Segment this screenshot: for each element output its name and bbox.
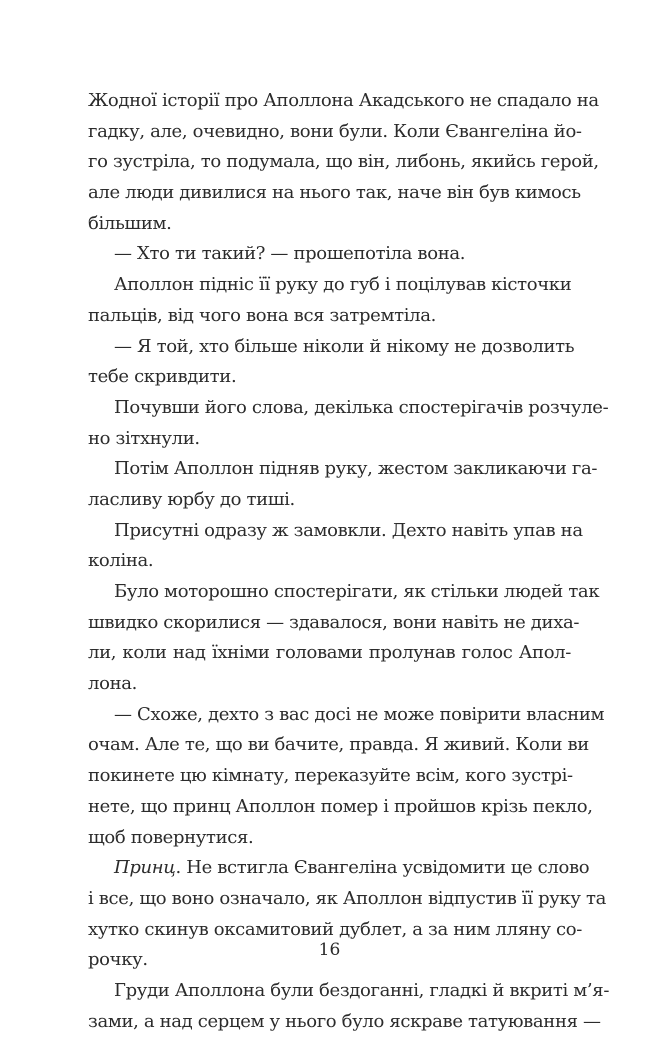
text-line — [88, 178, 581, 209]
text-line — [88, 485, 571, 516]
line-text: но зітхнули. — [88, 427, 200, 449]
page-number: 16 — [318, 940, 341, 960]
line-text: Аполлон підніс її руку до губ і поцілував кісточки — [114, 274, 572, 296]
text-line — [88, 884, 607, 915]
line-text: ли, коли над їхніми головами пролунав голос Апол- — [88, 642, 571, 664]
text-line — [88, 823, 571, 854]
text-line — [88, 362, 571, 393]
text-line — [88, 700, 605, 731]
line-text: коліна. — [88, 550, 154, 572]
line-text: зами, а над серцем у нього було яскраве татуювання — — [88, 1010, 601, 1032]
line-text: рочку. — [88, 949, 148, 971]
line-text: Потім Аполлон підняв руку, жестом закликаючи га- — [114, 458, 598, 480]
line-text: — Я той, хто більше ніколи й нікому не дозволить — [114, 335, 575, 357]
text-line — [88, 730, 589, 761]
text-line — [88, 424, 571, 455]
line-text: покинете цю кімнату, переказуйте всім, кого зустрі- — [88, 765, 573, 787]
line-text: щоб повернутися. — [88, 826, 254, 848]
line-text: лона. — [88, 673, 137, 695]
text-line — [88, 853, 590, 884]
line-text: очам. Але те, що ви бачите, правда. Я живий. Коли ви — [88, 734, 589, 756]
line-text: швидко скорилися — здавалося, вони навіть не диха- — [88, 611, 580, 633]
text-line — [88, 209, 571, 240]
line-text: але люди дивилися на нього так, наче він був кимось — [88, 182, 581, 204]
text-line — [88, 332, 575, 363]
line-text: ласливу юрбу до тиші. — [88, 488, 295, 510]
line-text: Присутні одразу ж замовкли. Дехто навіть упав на — [114, 519, 583, 541]
text-line — [88, 454, 598, 485]
text-line — [88, 608, 580, 639]
line-text: тебе скривдити. — [88, 366, 237, 388]
line-text: Жодної історії про Аполлона Акадського не спадало на — [88, 90, 599, 111]
line-text: нете, що принц Аполлон помер і пройшов крізь пекло, — [88, 795, 593, 817]
text-line — [88, 792, 593, 823]
text-line — [88, 301, 571, 332]
line-text: Почувши його слова, декілька спостерігачів розчуле- — [114, 396, 609, 418]
text-line — [88, 86, 599, 117]
text-line — [88, 147, 599, 178]
line-text: . Не встигла Євангеліна усвідомити це слово — [175, 857, 590, 879]
line-text: більшим. — [88, 212, 172, 234]
line-text: Груди Аполлона були бездоганні, гладкі й вкриті м’я- — [114, 979, 610, 1001]
line-text: пальців, від чого вона вся затремтіла. — [88, 304, 436, 326]
line-text: Було моторошно спостерігати, як стільки людей так — [114, 581, 600, 602]
line-text: хутко скинув оксамитовий дублет, а за ним лляну со- — [88, 918, 582, 940]
text-line — [88, 1007, 601, 1037]
text-line — [88, 546, 571, 577]
text-line — [88, 761, 571, 792]
text-line — [88, 638, 571, 669]
text-line — [88, 516, 583, 547]
text-line — [88, 976, 610, 1007]
line-text: го зустріла, то подумала, що він, либонь, якийсь герой, — [88, 151, 599, 173]
text-line — [88, 270, 571, 301]
text-line — [88, 393, 609, 424]
line-text: — Хто ти такий? — прошепотіла вона. — [114, 243, 466, 265]
text-line — [88, 577, 600, 608]
line-text: і все, що воно означало, як Аполлон відпустив її руку та — [88, 887, 607, 909]
italic-word: Принц — [114, 857, 176, 879]
text-line — [88, 239, 571, 270]
text-line — [88, 117, 582, 148]
text-line — [88, 669, 571, 700]
body-text — [88, 86, 610, 1037]
line-text: — Схоже, дехто з вас досі не може повірити власним — [114, 703, 605, 725]
line-text: гадку, але, очевидно, вони були. Коли Євангеліна йо- — [88, 120, 582, 142]
